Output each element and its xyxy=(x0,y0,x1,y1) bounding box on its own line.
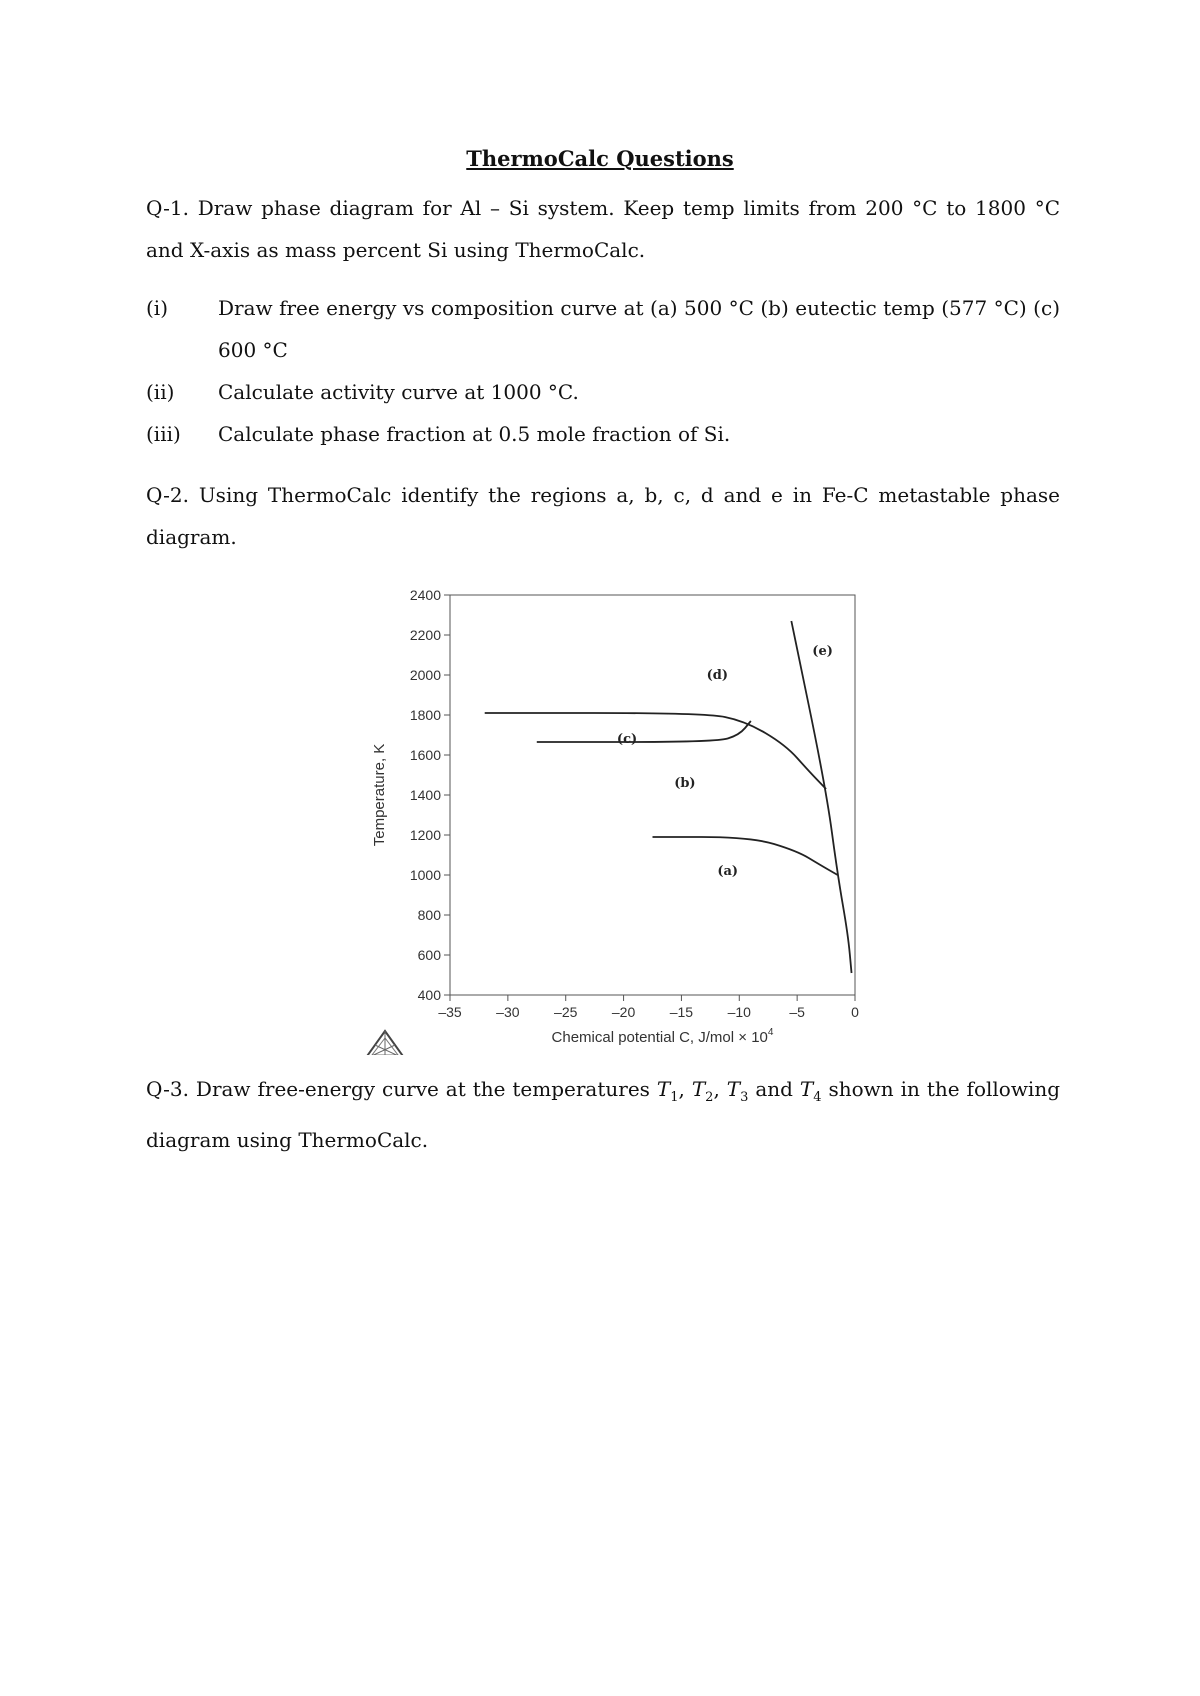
y-tick-label: 1000 xyxy=(409,867,441,883)
x-tick-label: 0 xyxy=(851,1004,859,1020)
y-tick-label: 1800 xyxy=(409,707,441,723)
x-tick-label: –15 xyxy=(669,1004,694,1020)
thermocalc-logo-icon xyxy=(365,1031,405,1055)
q3-suffix: shown in the following diagram using ThermoCalc. xyxy=(146,1077,1061,1152)
phase-boundary-line xyxy=(653,837,838,875)
y-tick-label: 1400 xyxy=(409,787,441,803)
x-tick-label: –10 xyxy=(727,1004,751,1020)
item-number: (ii) xyxy=(146,380,175,404)
region-label: (e) xyxy=(812,644,833,659)
question-2: Q-2. Using ThermoCalc identify the regions a, b, c, d and e in Fe-C metastable phase diagram. xyxy=(146,483,1060,549)
y-tick-label: 1200 xyxy=(409,827,441,843)
y-tick-label: 2400 xyxy=(409,587,441,603)
x-tick-label: –20 xyxy=(611,1004,636,1020)
question-1: Q-1. Draw phase diagram for Al – Si system. Keep temp limits from 200 °C to 1800 °C and X-axis as mass percent Si using ThermoCalc. xyxy=(146,196,1060,262)
y-tick-label: 2200 xyxy=(409,627,441,643)
page-title: ThermoCalc Questions xyxy=(466,146,734,171)
x-axis-label-superscript: 4 xyxy=(767,1027,774,1038)
y-axis-label: Temperature, K xyxy=(371,743,388,847)
y-tick-label: 1600 xyxy=(409,747,441,763)
q3-separator: and xyxy=(748,1077,800,1101)
q3-separator: , xyxy=(713,1077,727,1101)
region-label: (c) xyxy=(616,732,638,747)
item-text: Calculate activity curve at 1000 °C. xyxy=(218,380,579,404)
t1-symbol: T xyxy=(656,1077,671,1101)
item-text: Draw free energy vs composition curve at (a) 500 °C (b) eutectic temp (577 °C) (c) 600 °C xyxy=(218,296,1060,362)
y-tick-label: 600 xyxy=(417,947,441,963)
question-3 xyxy=(146,1068,1060,1161)
y-tick-label: 2000 xyxy=(409,667,441,683)
t2-subscript: 2 xyxy=(705,1090,714,1105)
x-tick-label: –30 xyxy=(496,1004,520,1020)
x-tick-label: –35 xyxy=(438,1004,462,1020)
item-text: Calculate phase fraction at 0.5 mole fraction of Si. xyxy=(218,422,731,446)
region-label: (b) xyxy=(674,776,696,791)
t4-symbol: T xyxy=(799,1077,814,1101)
region-label: (d) xyxy=(706,668,729,683)
q3-prefix: Q-3. Draw free-energy curve at the temperatures xyxy=(146,1077,657,1101)
t3-subscript: 3 xyxy=(740,1090,749,1105)
region-label: (a) xyxy=(717,864,739,879)
item-number: (iii) xyxy=(146,422,181,446)
phase-boundary-line xyxy=(485,713,826,789)
phase-diagram-chart xyxy=(355,575,875,1055)
phase-boundary-line xyxy=(791,621,851,973)
x-tick-label: –25 xyxy=(554,1004,578,1020)
item-number: (i) xyxy=(146,296,169,320)
plot-frame xyxy=(450,595,855,995)
t3-symbol: T xyxy=(726,1077,741,1101)
t1-subscript: 1 xyxy=(670,1090,679,1105)
phase-boundary-line xyxy=(537,721,751,742)
t4-subscript: 4 xyxy=(813,1090,822,1105)
x-axis-label-main: Chemical potential C, J/mol × 10 xyxy=(551,1029,768,1046)
y-tick-label: 400 xyxy=(417,987,441,1003)
x-tick-label: –5 xyxy=(789,1004,805,1020)
x-axis-label xyxy=(552,1027,774,1046)
t2-symbol: T xyxy=(691,1077,706,1101)
q3-separator: , xyxy=(678,1077,692,1101)
y-tick-label: 800 xyxy=(417,907,441,923)
